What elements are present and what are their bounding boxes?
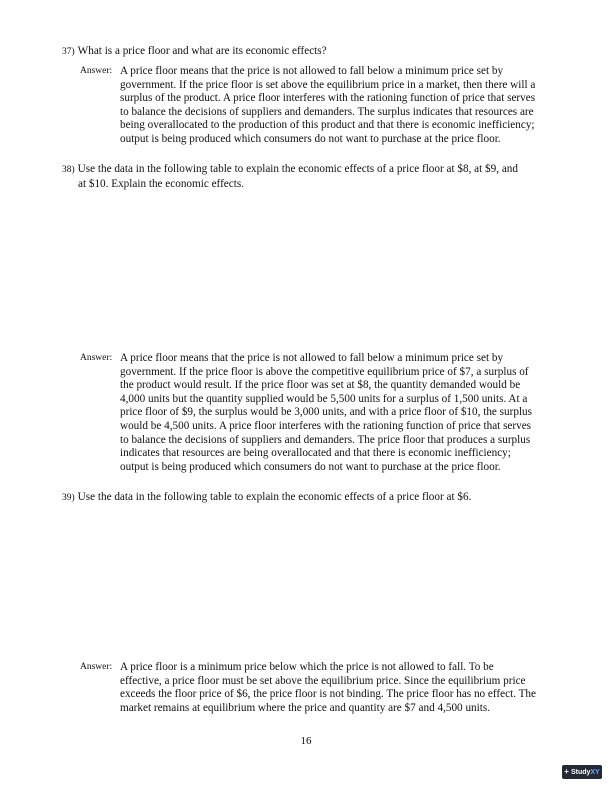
question-38: [62, 163, 562, 191]
question-text: Use the data in the following table to explain the economic effects of a price floor at $8, at $9, and: [77, 163, 518, 175]
question-39: [62, 491, 562, 506]
question-text: at $10. Explain the economic effects.: [78, 177, 244, 190]
answer-line: output is being produced which consumers do not want to purchase at the price floor.: [120, 460, 501, 473]
question-number: 39): [62, 493, 75, 503]
answer-37: [80, 65, 578, 147]
answer-line: output is being produced which consumers do not want to purchase at the price floor.: [120, 132, 501, 145]
answer-line: 4,000 units but the quantity supplied would be 5,500 units for a surplus of 1,500 units. At a: [120, 392, 528, 405]
answer-39: [80, 661, 578, 715]
answer-label: Answer:: [80, 662, 113, 672]
answer-label: Answer:: [80, 66, 113, 76]
answer-line: market remains at equilibrium where the price and quantity are $7 and 4,500 units.: [120, 701, 491, 714]
answer-line: to balance the decisions of suppliers and demanders. The price floor that produces a surplus: [120, 433, 531, 446]
answer-line: A price floor means that the price is not allowed to fall below a minimum price set by: [120, 65, 504, 77]
answer-label: Answer:: [80, 353, 113, 363]
question-37: [62, 45, 562, 60]
answer-line: effective, a price floor must be set above the equilibrium price. Since the equilibrium price: [120, 674, 526, 687]
question-number: 38): [62, 165, 75, 175]
answer-38: [80, 352, 578, 474]
answer-line: A price floor is a minimum price below which the price is not allowed to fall. To be: [120, 661, 494, 673]
answer-body: [120, 352, 578, 474]
page-number: 16: [300, 735, 312, 747]
answer-line: to balance the decisions of suppliers and demanders. The surplus indicates that resources are: [120, 105, 534, 118]
question-text: What is a price floor and what are its economic effects?: [77, 45, 327, 57]
answer-line: price floor of $9, the surplus would be 3,000 units, and with a price floor of $10, the surplus: [120, 406, 532, 419]
question-text: Use the data in the following table to explain the economic effects of a price floor at $6.: [77, 491, 472, 503]
answer-line: surplus of the product. A price floor interferes with the rationing function of price that serves: [120, 92, 536, 105]
answer-line: the product would result. If the price floor was set at $8, the quantity demanded would be: [120, 379, 521, 392]
plus-icon: +: [564, 767, 569, 776]
badge-text-accent: XY: [590, 768, 600, 776]
answer-line: would be 4,500 units. A price floor interferes with the rationing function of price that serves: [120, 419, 532, 432]
answer-line: exceeds the floor price of $6, the price floor is not binding. The price floor has no effect. The: [120, 688, 536, 701]
answer-line: government. If the price floor is set above the equilibrium price in a market, then there will a: [120, 78, 536, 91]
answer-line: indicates that resources are being overallocated and that there is economic inefficiency;: [120, 447, 511, 460]
answer-line: A price floor means that the price is not allowed to fall below a minimum price set by: [120, 352, 504, 364]
answer-body: [120, 65, 578, 147]
answer-line: government. If the price floor is above the competitive equilibrium price of $7, a surplus of: [120, 365, 529, 378]
answer-body: [120, 661, 578, 715]
question-number: 37): [62, 47, 75, 57]
badge-text: Study: [570, 768, 591, 776]
studyxy-badge[interactable]: [562, 765, 602, 779]
answer-line: being overallocated to the production of this product and that there is economic inefficiency;: [120, 119, 535, 132]
